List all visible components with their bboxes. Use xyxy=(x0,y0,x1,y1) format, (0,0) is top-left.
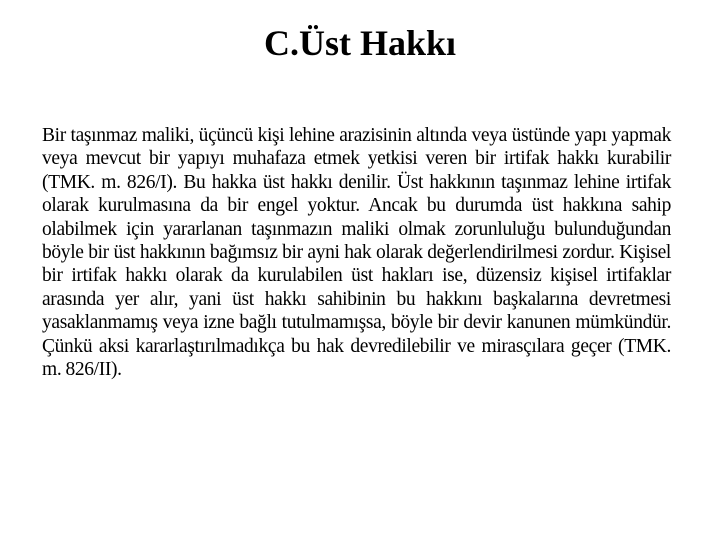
slide-title: C.Üst Hakkı xyxy=(263,23,457,63)
slide-body-paragraph: Bir taşınmaz maliki, üçüncü kişi lehine arazisinin altında veya üstünde yapı yapmak veya mevcut bir yapıyı muhafaza etmek yetkisi veren bir irtifak hakkı kurabilir (TMK. m. 826/I). Bu hakka üst hakkı denilir. Üst hakkının taşınmaz lehine irtifak olarak kurulmasına da bir engel yoktur. Ancak bu durumda üst hakkına sahip olabilmek için yararlanan taşınmazın maliki olmak zorunluluğu bulunduğundan böyle bir üst hakkının bağımsız bir ayni hak olarak değerlendirilmesi zordur. Kişisel bir irtifak hakkı olarak da kurulabilen üst hakları ise, düzensiz kişisel irtifaklar arasında yer alır, yani üst hakkı sahibinin bu hakkını başkalarına devretmesi yasaklanmamış veya izne bağlı tutulmamışsa, böyle bir devir kanunen mümkündür. Çünkü aksi kararlaştırılmadıkça bu hak devredilebilir ve mirasçılara geçer (TMK. m. 826/II). xyxy=(42,125,671,381)
